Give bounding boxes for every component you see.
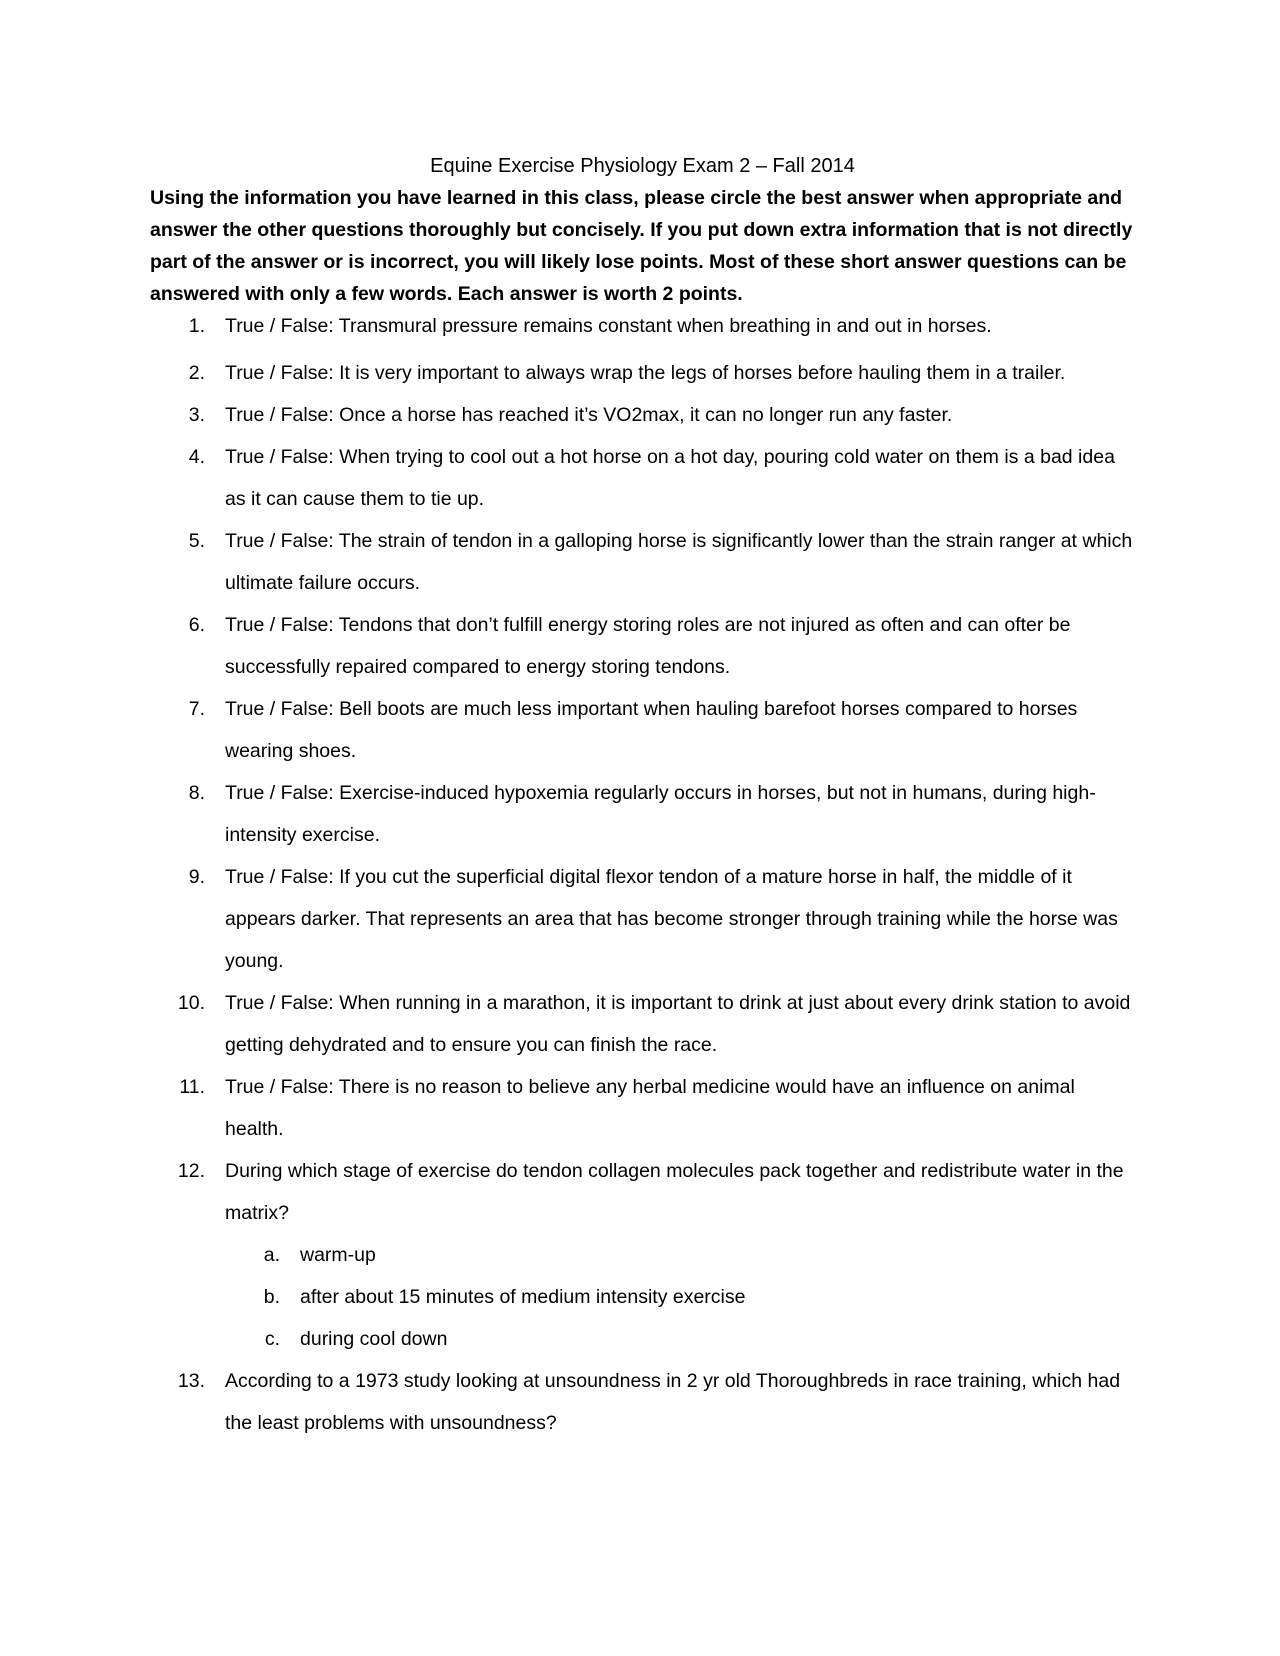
answer-options — [225, 1234, 1135, 1360]
option-text: warm-up — [300, 1244, 376, 1266]
question-text: During which stage of exercise do tendon collagen molecules pack together and redistribute water in the matrix? — [225, 1160, 1124, 1224]
question-12 — [150, 1150, 1135, 1360]
exam-page — [150, 150, 1135, 1444]
question-number: 7. — [188, 698, 205, 720]
question-2 — [150, 352, 1135, 394]
option-text: during cool down — [300, 1328, 448, 1350]
question-text: True / False: When trying to cool out a hot horse on a hot day, pouring cold water on them is a bad idea as it can cause them to tie up. — [225, 446, 1115, 510]
question-4 — [150, 436, 1135, 520]
exam-title: Equine Exercise Physiology Exam 2 – Fall 2014 — [430, 155, 855, 177]
question-text: True / False: Bell boots are much less important when hauling barefoot horses compared to horses wearing shoes. — [225, 698, 1078, 762]
option-letter: a. — [263, 1244, 280, 1266]
question-text: True / False: Transmural pressure remains constant when breathing in and out in horses. — [225, 315, 992, 337]
question-1 — [150, 310, 1135, 342]
question-8 — [150, 772, 1135, 856]
option-b[interactable] — [225, 1276, 1135, 1318]
option-text: after about 15 minutes of medium intensity exercise — [300, 1286, 746, 1308]
question-9 — [150, 856, 1135, 982]
question-number: 6. — [188, 614, 205, 636]
question-text: True / False: There is no reason to believe any herbal medicine would have an influence on animal health. — [225, 1076, 1075, 1140]
question-text: True / False: The strain of tendon in a galloping horse is significantly lower than the strain ranger at which ultimate failure occurs. — [225, 530, 1133, 594]
question-5 — [150, 520, 1135, 604]
question-number: 3. — [188, 404, 205, 426]
question-text: True / False: When running in a marathon, it is important to drink at just about every drink station to avoid getting dehydrated and to ensure you can finish the race. — [225, 992, 1131, 1056]
question-number: 13. — [177, 1370, 205, 1392]
question-10 — [150, 982, 1135, 1066]
question-number: 10. — [177, 992, 205, 1014]
option-letter: b. — [263, 1286, 280, 1308]
question-number: 2. — [188, 362, 205, 384]
question-6 — [150, 604, 1135, 688]
question-text: True / False: Tendons that don’t fulfill energy storing roles are not injured as often and can ofter be successfully repaired compared to energy storing tendons. — [225, 614, 1071, 678]
question-text: True / False: If you cut the superficial digital flexor tendon of a mature horse in half, the middle of it appears darker. That represents an area that has become stronger through training while the horse was young. — [225, 866, 1118, 972]
question-number: 12. — [177, 1160, 205, 1182]
question-number: 4. — [188, 446, 205, 468]
question-11 — [150, 1066, 1135, 1150]
question-text: According to a 1973 study looking at unsoundness in 2 yr old Thoroughbreds in race training, which had the least problems with unsoundness? — [225, 1370, 1121, 1434]
question-text: True / False: It is very important to always wrap the legs of horses before hauling them in a trailer. — [225, 362, 1066, 384]
question-number: 1. — [188, 315, 205, 337]
question-number: 11. — [179, 1076, 205, 1098]
question-text: True / False: Exercise-induced hypoxemia regularly occurs in horses, but not in humans, during high-intensity exercise. — [225, 782, 1096, 846]
option-a[interactable] — [225, 1234, 1135, 1276]
question-number: 5. — [188, 530, 205, 552]
option-c[interactable] — [225, 1318, 1135, 1360]
question-text: True / False: Once a horse has reached it’s VO2max, it can no longer run any faster. — [225, 404, 953, 426]
exam-instructions: Using the information you have learned in this class, please circle the best answer when appropriate and answer the other questions thoroughly but concisely. If you put down extra information that is not directly part of the answer or is incorrect, you will likely lose points. Most of these short answer questions can be answered with only a few words. Each answer is worth 2 points. — [150, 187, 1133, 305]
question-3 — [150, 394, 1135, 436]
question-7 — [150, 688, 1135, 772]
option-letter: c. — [264, 1328, 280, 1350]
question-13 — [150, 1360, 1135, 1444]
question-list — [150, 310, 1135, 1444]
question-number: 9. — [188, 866, 205, 888]
question-number: 8. — [188, 782, 205, 804]
